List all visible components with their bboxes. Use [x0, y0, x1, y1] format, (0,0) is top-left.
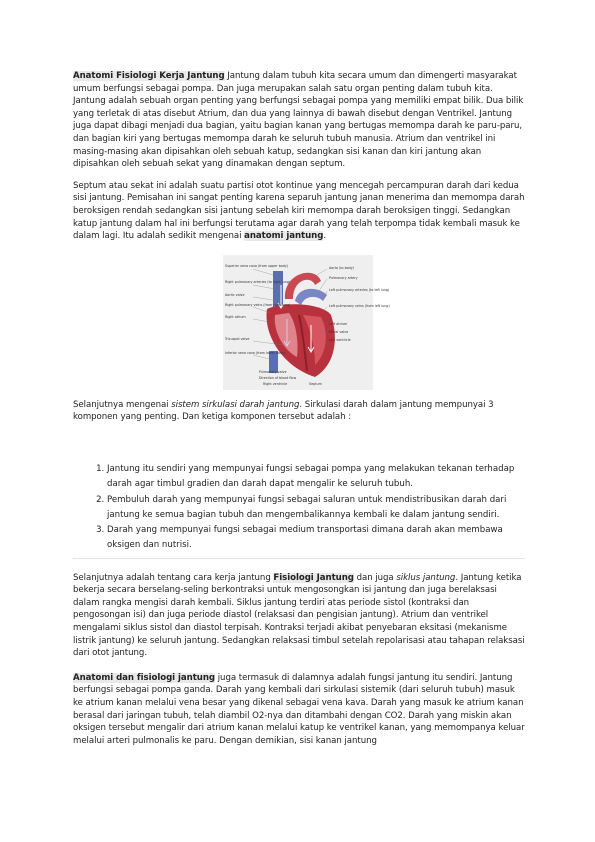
paragraph-fisiologi-text: . Jantung ketika bekerja secara berselang-seling berkontraksi untuk mengosongkan isi jantung dan juga berelaksasi dalam rangka mengisi darah kembali. Siklus jantung terdiri atas periode sistol (kontraksi dan pengosongan isi) dan juga periode diastol (relaksasi dan pengisian jantung). Atrium dan ventrikel mengalami siklus sistol dan diastol terpisah. Kontraksi terjadi akibat penyebaran eksitasi (mekanisme listrik jantung) ke seluruh jantung. Sedangkan relaksasi timbul setelah repolarisasi atau tahapan relaksasi dari otot jantung.	[73, 572, 525, 659]
paragraph-intro-text: Jantung dalam tubuh kita secara umum dan dimengerti masyarakat umum berfungsi sebagai pompa. Dan juga merupakan salah satu organ penting dalam tubuh kita. Jantung adalah sebuah organ penting yang berfungsi sebagai pompa yang memiliki empat bilik. Dua bilik yang terletak di atas disebut Atrium, dan dua yang lainnya di bawah disebut dengan Ventrikel. Jantung juga dapat dibagi menjadi dua bagian, yaitu bagian kanan yang bertugas memompa darah ke paru-paru, dan bagian kiri yang bertugas memompa darah ke seluruh tubuh manusia. Atrium dan ventrikel ini masing-masing akan dipisahkan oleh sebuah katup, sedangkan sisi kanan dan kiri jantung akan dipisahkan oleh sebuah sekat yang dinamakan dengan septum.	[73, 71, 524, 170]
paragraph-septum-tail: .	[323, 231, 327, 242]
figure-label: Aorta (to body)	[329, 265, 355, 270]
paragraph-fisiologi-mid: dan juga	[353, 572, 397, 583]
figure-label: Aortic valve	[225, 292, 245, 297]
figure-label: Right pulmonary veins (from right lung)	[225, 302, 291, 307]
figure-label: Left ventricle	[329, 337, 351, 342]
list-item: 3. Darah yang mempunyai fungsi sebagai medium transportasi dimana darah akan membawa oksigen dan nutrisi.	[107, 523, 525, 554]
sirkulasi-italic: sistem sirkulasi darah jantung	[171, 399, 300, 410]
figure-label: Inferior vena cava (from lower body)	[225, 350, 286, 355]
heart-anatomy-figure	[223, 255, 390, 390]
figure-label: Septum	[309, 381, 322, 386]
list-item: 1. Jantung itu sendiri yang mempunyai fungsi sebagai pompa yang melakukan tekanan terhadap darah agar timbul gradien dan darah dapat mengalir ke seluruh tubuh.	[107, 462, 525, 493]
siklus-italic: siklus jantung	[396, 572, 456, 583]
figure-label: Left atrium	[329, 321, 348, 326]
divider	[73, 558, 525, 559]
paragraph-fungsi-text: juga termasuk di dalamnya adalah fungsi jantung itu sendiri. Jantung berfungsi sebagai pompa ganda. Darah yang kembali dari sirkulasi sistemik (dari seluruh tubuh) masuk ke atrium kanan melalui vena besar yang dikenal sebagai vena kava. Darah yang masuk ke atrium kanan berasal dari jaringan tubuh, telah diambil O2-nya dan ditambahi dengan CO2. Darah yang miskin akan oksigen tersebut mengalir dari atrium kanan melalui katup ke ventrikel kanan, yang memompanya keluar melalui arteri pulmonalis ke paru. Dengan demikian, sisi kanan jantung	[73, 672, 525, 746]
anatomi-jantung-highlight: anatomi jantung	[244, 231, 324, 242]
fisiologi-jantung-highlight: Fisiologi Jantung	[273, 572, 354, 583]
heart-illustration	[223, 255, 390, 390]
list-item: 2. Pembuluh darah yang mempunyai fungsi sebagai saluran untuk mendistribusikan darah dari jantung ke semua bagian tubuh dan mengembalikannya kembali ke dalam jantung sendiri.	[107, 493, 525, 524]
figure-label: Pulmonary artery	[329, 275, 358, 280]
paragraph-sirkulasi-pre: Selanjutnya mengenai	[73, 399, 172, 410]
anatomi-fisiologi-highlight: Anatomi dan fisiologi jantung	[73, 672, 216, 683]
figure-label: Pulmonary valve	[259, 369, 287, 374]
figure-label: Mitral valve	[329, 329, 349, 334]
paragraph-intro	[73, 70, 525, 171]
figure-label: Tricuspid valve	[225, 336, 250, 341]
figure-label: Superior vena cava (from upper body)	[225, 263, 289, 268]
figure-label: Left pulmonary veins (from left lung)	[329, 303, 390, 308]
figure-label: Right pulmonary arteries (to right lung)	[225, 279, 291, 284]
paragraph-septum	[73, 180, 525, 243]
paragraph-fisiologi	[73, 572, 525, 660]
heading-highlight: Anatomi Fisiologi Kerja Jantung	[73, 71, 225, 81]
figure-label: Right atrium	[225, 314, 246, 319]
paragraph-fisiologi-pre: Selanjutnya adalah tentang cara kerja jantung	[73, 572, 274, 583]
document-body	[73, 70, 525, 747]
komponen-list	[73, 462, 525, 554]
paragraph-septum-text: Septum atau sekat ini adalah suatu partisi otot kontinue yang mencegah percampuran darah dari kedua sisi jantung. Pemisahan ini sangat penting karena separuh jantung janan menerima dan memompa darah beroksigen rendah sedangkan sisi jantung sebelah kiri memompa darah beroksigen tinggi. Sedangkan katup jantung dalam hal ini berfungsi terutama agar darah yang telah terpompa tidak kembali masuk ke dalam lagi. Itu adalah sedikit mengenai	[73, 180, 525, 242]
figure-label: Direction of blood flow	[259, 375, 297, 380]
paragraph-sirkulasi	[73, 399, 525, 424]
paragraph-fungsi	[73, 672, 525, 748]
figure-label: Left pulmonary arteries (to left lung)	[329, 287, 390, 292]
paragraph-sirkulasi-text: . Sirkulasi darah dalam jantung mempunyai 3 komponen yang penting. Dan ketiga komponen tersebut adalah :	[73, 399, 494, 423]
figure-label: Right ventricle	[263, 381, 288, 386]
